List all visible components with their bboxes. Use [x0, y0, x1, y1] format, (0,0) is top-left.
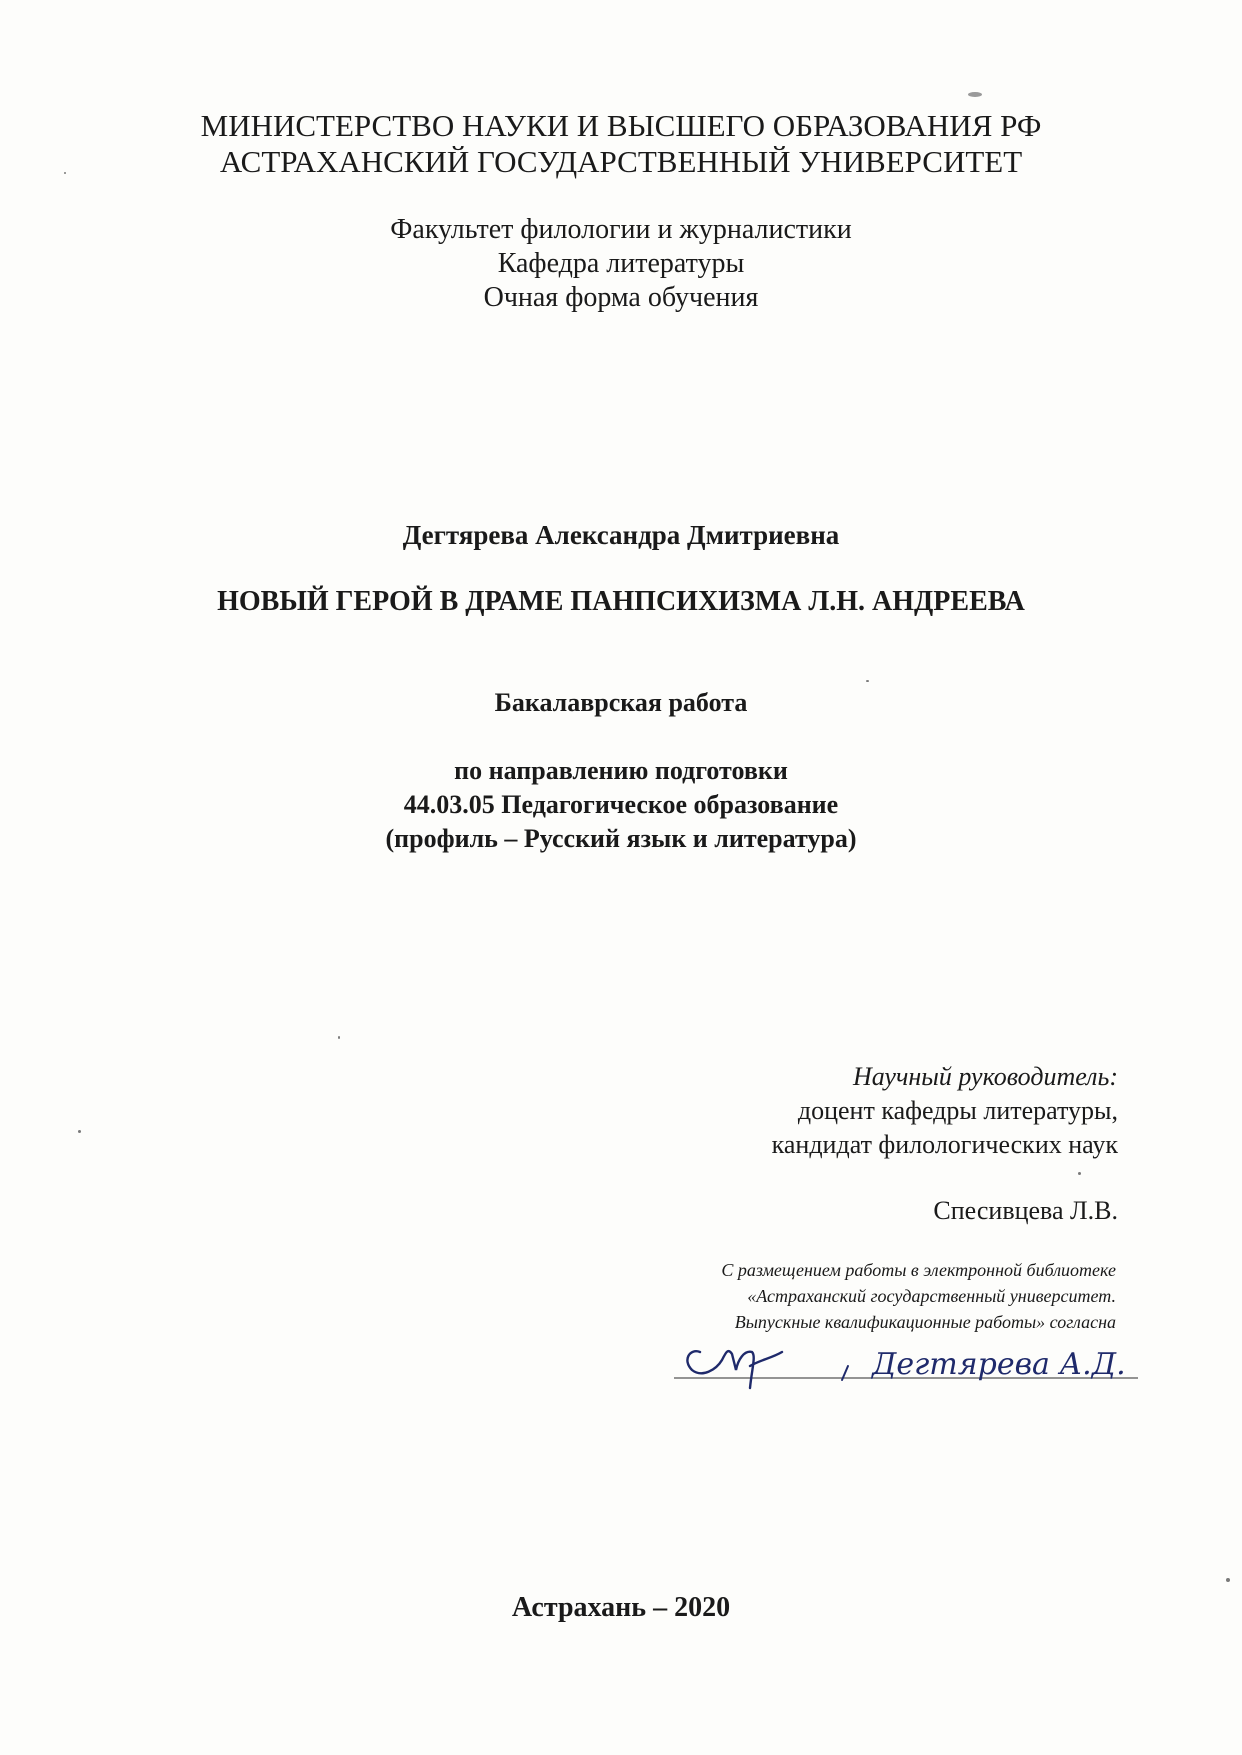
scan-speck — [866, 680, 869, 682]
scan-speck — [338, 1036, 340, 1039]
ministry-line: МИНИСТЕРСТВО НАУКИ И ВЫСШЕГО ОБРАЗОВАНИЯ РФ — [200, 108, 1042, 143]
study-form-line: Очная форма обучения — [483, 282, 759, 313]
scan-speck — [1226, 1578, 1230, 1582]
faculty-line: Факультет филологии и журналистики — [390, 214, 852, 245]
direction-line-3: (профиль – Русский язык и литература) — [385, 824, 857, 853]
supervisor-degree: кандидат филологических наук — [771, 1130, 1118, 1159]
direction-line-1: по направлению подготовки — [454, 756, 788, 785]
direction-line-2: 44.03.05 Педагогическое образование — [403, 790, 839, 819]
city-year: Астрахань – 2020 — [511, 1592, 731, 1623]
consent-line-3: Выпускные квалификационные работы» согласна — [734, 1312, 1116, 1332]
scan-speck — [64, 172, 66, 174]
signature-name: Дегтярева А.Д. — [872, 1347, 1126, 1382]
author-name: Дегтярева Александра Дмитриевна — [402, 520, 840, 550]
scan-speck — [78, 1130, 81, 1133]
signature-drawing — [672, 1330, 1144, 1402]
university-line: АСТРАХАНСКИЙ ГОСУДАРСТВЕННЫЙ УНИВЕРСИТЕТ — [219, 144, 1023, 179]
supervisor-label: Научный руководитель: — [852, 1062, 1118, 1091]
thesis-title: НОВЫЙ ГЕРОЙ В ДРАМЕ ПАНПСИХИЗМА Л.Н. АНДРЕЕВА — [217, 586, 1025, 617]
scan-speck — [968, 92, 982, 97]
supervisor-name: Спесивцева Л.В. — [933, 1196, 1118, 1225]
department-line: Кафедра литературы — [497, 248, 745, 279]
signature-block — [672, 1330, 1144, 1402]
work-type: Бакалаврская работа — [494, 688, 748, 717]
scan-speck — [1078, 1172, 1081, 1175]
consent-line-1: С размещением работы в электронной библиотеке — [721, 1260, 1116, 1280]
supervisor-position: доцент кафедры литературы, — [797, 1096, 1118, 1125]
consent-line-2: «Астраханский государственный университет. — [747, 1286, 1116, 1306]
